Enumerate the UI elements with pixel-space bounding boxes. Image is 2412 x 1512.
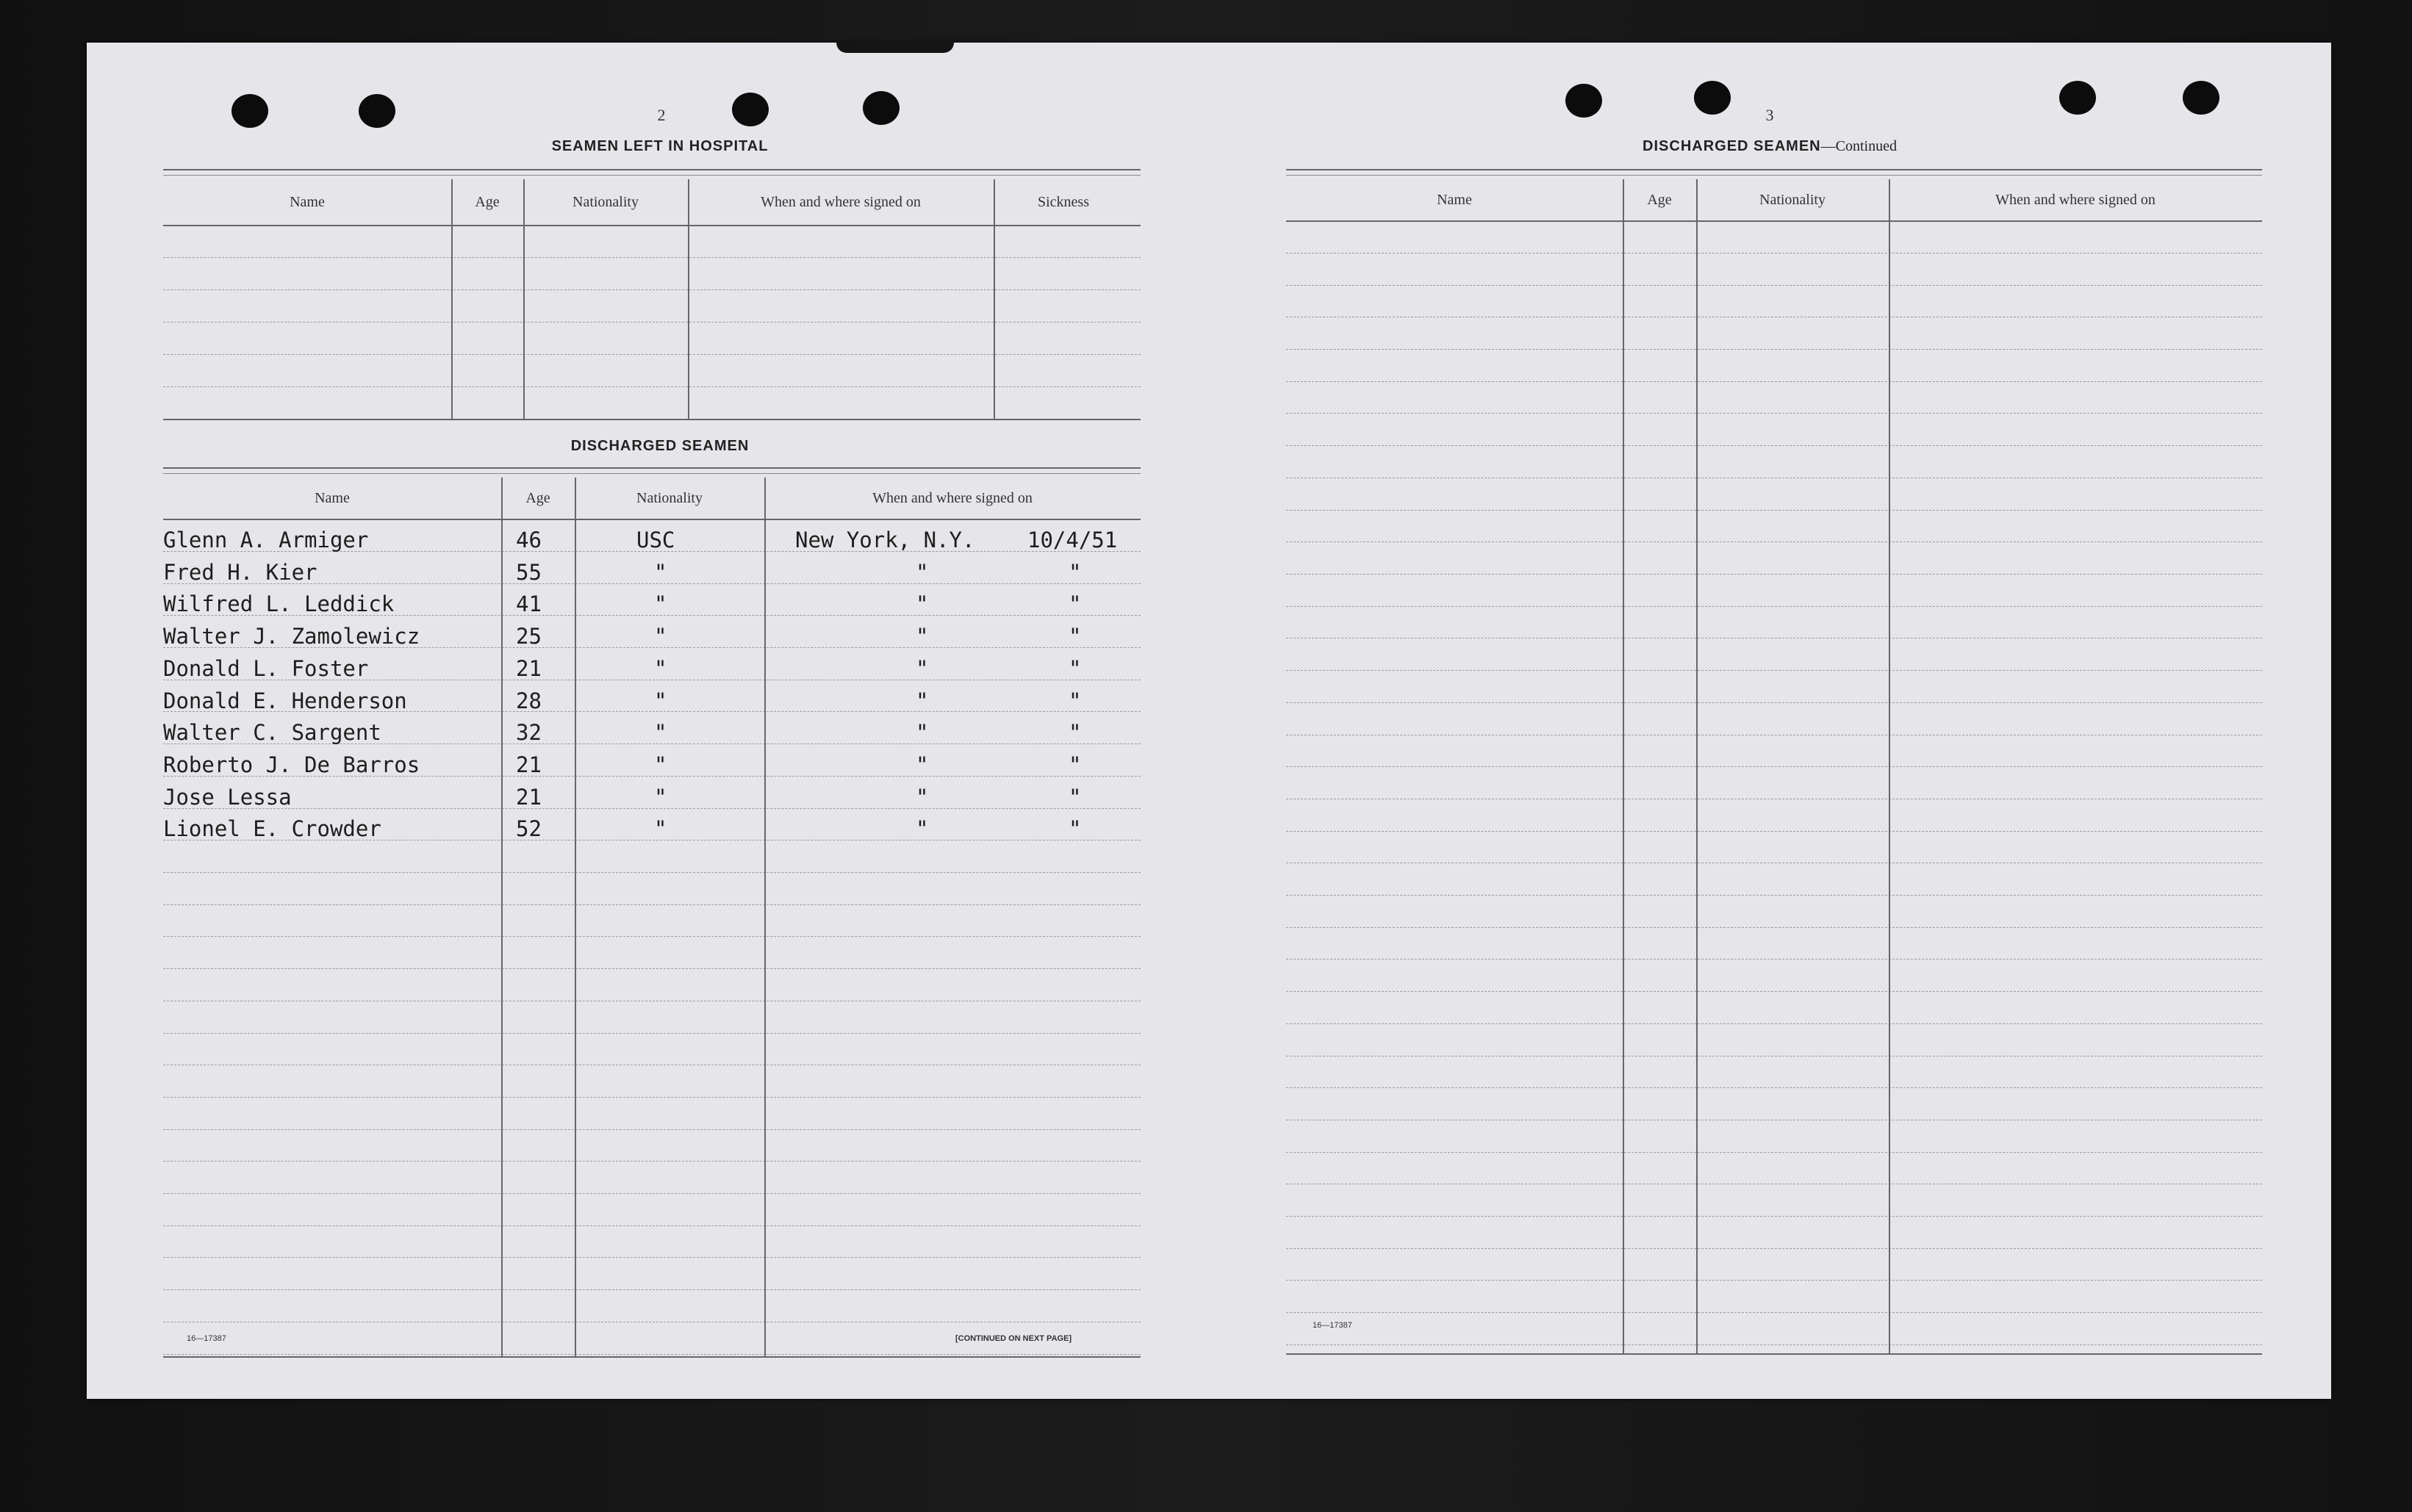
seaman-signed-on-place: " xyxy=(916,720,929,745)
seaman-age: 52 xyxy=(516,816,542,841)
punch-hole xyxy=(231,94,268,128)
seaman-name: Fred H. Kier xyxy=(163,560,317,585)
page-number-right: 3 xyxy=(1765,106,1774,124)
seaman-signed-on-place: " xyxy=(916,752,929,777)
seaman-name: Lionel E. Crowder xyxy=(163,816,381,841)
hospital-header-sickness: Sickness xyxy=(1038,194,1089,210)
hospital-header-signed-on: When and where signed on xyxy=(761,194,921,210)
seaman-signed-on-place: " xyxy=(916,624,929,649)
punch-hole xyxy=(863,91,900,125)
seaman-signed-on-date: " xyxy=(1069,591,1082,616)
hospital-header-age: Age xyxy=(475,194,500,210)
seaman-nationality: " xyxy=(654,720,667,745)
discharged-header-nationality: Nationality xyxy=(636,490,703,506)
page-tear xyxy=(836,43,954,53)
page-number-left: 2 xyxy=(657,106,666,124)
seaman-name: Roberto J. De Barros xyxy=(163,752,420,777)
right-header-signed-on: When and where signed on xyxy=(1995,192,2156,208)
seaman-signed-on-date: " xyxy=(1069,560,1082,585)
punch-hole xyxy=(2059,81,2096,115)
discharged-section-title: DISCHARGED SEAMEN xyxy=(570,438,750,454)
seaman-age: 21 xyxy=(516,785,542,810)
punch-hole xyxy=(359,94,395,128)
seaman-age: 21 xyxy=(516,752,542,777)
punch-hole xyxy=(732,93,769,126)
seaman-signed-on-place: " xyxy=(916,591,929,616)
seaman-name: Donald L. Foster xyxy=(163,656,369,681)
seaman-signed-on-place: " xyxy=(916,816,929,841)
discharged-table xyxy=(163,467,1141,1371)
seaman-nationality: " xyxy=(654,785,667,810)
right-header-nationality: Nationality xyxy=(1759,192,1826,208)
hospital-header-nationality: Nationality xyxy=(573,194,639,210)
seaman-signed-on-date: " xyxy=(1069,688,1082,713)
seaman-age: 21 xyxy=(516,656,542,681)
seaman-name: Wilfred L. Leddick xyxy=(163,591,395,616)
seaman-age: 41 xyxy=(516,591,542,616)
discharged-continued-table xyxy=(1286,169,2262,1367)
discharged-header-signed-on: When and where signed on xyxy=(872,490,1033,506)
seaman-signed-on-place: " xyxy=(916,688,929,713)
seaman-signed-on-date: " xyxy=(1069,785,1082,810)
discharged-header-age: Age xyxy=(525,490,550,506)
seaman-signed-on-date: " xyxy=(1069,816,1082,841)
seaman-signed-on-place: New York, N.Y. xyxy=(795,528,975,552)
punch-hole xyxy=(1565,84,1602,118)
seaman-nationality: " xyxy=(654,591,667,616)
punch-hole xyxy=(2183,81,2219,115)
hospital-header-name: Name xyxy=(290,194,325,210)
seaman-nationality: " xyxy=(654,656,667,681)
form-code-right: 16—17387 xyxy=(1313,1321,1352,1330)
seaman-age: 46 xyxy=(516,528,542,552)
right-title-suffix: —Continued xyxy=(1820,138,1897,154)
right-title-main: DISCHARGED SEAMEN xyxy=(1643,138,1821,154)
seaman-nationality: " xyxy=(654,560,667,585)
hospital-table xyxy=(163,169,1141,463)
document-page xyxy=(87,43,2331,1399)
seaman-nationality: " xyxy=(654,624,667,649)
seaman-nationality: USC xyxy=(636,528,675,552)
right-section-title xyxy=(1388,138,2152,155)
seaman-age: 32 xyxy=(516,720,542,745)
seaman-name: Donald E. Henderson xyxy=(163,688,407,713)
seaman-signed-on-date: " xyxy=(1069,720,1082,745)
continued-note: [CONTINUED ON NEXT PAGE] xyxy=(955,1334,1072,1343)
seaman-signed-on-date: " xyxy=(1069,624,1082,649)
seaman-age: 28 xyxy=(516,688,542,713)
seaman-nationality: " xyxy=(654,816,667,841)
seaman-nationality: " xyxy=(654,752,667,777)
seaman-name: Walter C. Sargent xyxy=(163,720,381,745)
seaman-name: Jose Lessa xyxy=(163,785,292,810)
seaman-signed-on-place: " xyxy=(916,785,929,810)
right-header-age: Age xyxy=(1647,192,1672,208)
form-code-left: 16—17387 xyxy=(187,1334,226,1343)
punch-hole xyxy=(1694,81,1731,115)
seaman-nationality: " xyxy=(654,688,667,713)
seaman-name: Walter J. Zamolewicz xyxy=(163,624,420,649)
seaman-age: 55 xyxy=(516,560,542,585)
hospital-section-title: SEAMEN LEFT IN HOSPITAL xyxy=(551,138,769,154)
seaman-signed-on-place: " xyxy=(916,560,929,585)
discharged-header-name: Name xyxy=(315,490,350,506)
seaman-signed-on-place: " xyxy=(916,656,929,681)
seaman-age: 25 xyxy=(516,624,542,649)
seaman-signed-on-date: 10/4/51 xyxy=(1027,528,1118,552)
seaman-signed-on-date: " xyxy=(1069,752,1082,777)
right-header-name: Name xyxy=(1437,192,1472,208)
seaman-name: Glenn A. Armiger xyxy=(163,528,369,552)
seaman-signed-on-date: " xyxy=(1069,656,1082,681)
